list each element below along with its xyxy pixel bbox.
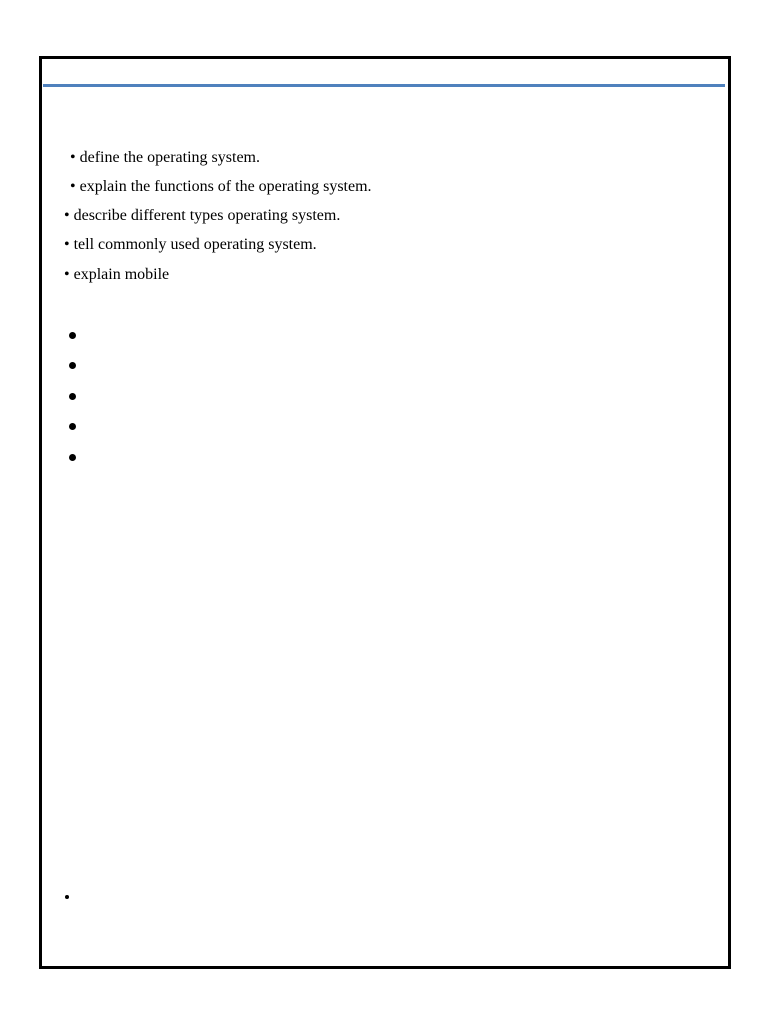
- footer-dot: [65, 895, 69, 899]
- header-rule: [43, 84, 725, 87]
- empty-bullet: [69, 393, 76, 400]
- empty-bullet: [69, 454, 76, 461]
- empty-bullet: [69, 423, 76, 430]
- objective-item: • describe different types operating system.: [64, 207, 341, 224]
- objective-item: • define the operating system.: [70, 149, 260, 166]
- objective-item: • explain mobile: [64, 266, 170, 283]
- empty-bullet: [69, 332, 76, 339]
- objective-item: • explain the functions of the operating system.: [70, 178, 372, 195]
- objective-item: • tell commonly used operating system.: [64, 236, 317, 253]
- empty-bullet: [69, 362, 76, 369]
